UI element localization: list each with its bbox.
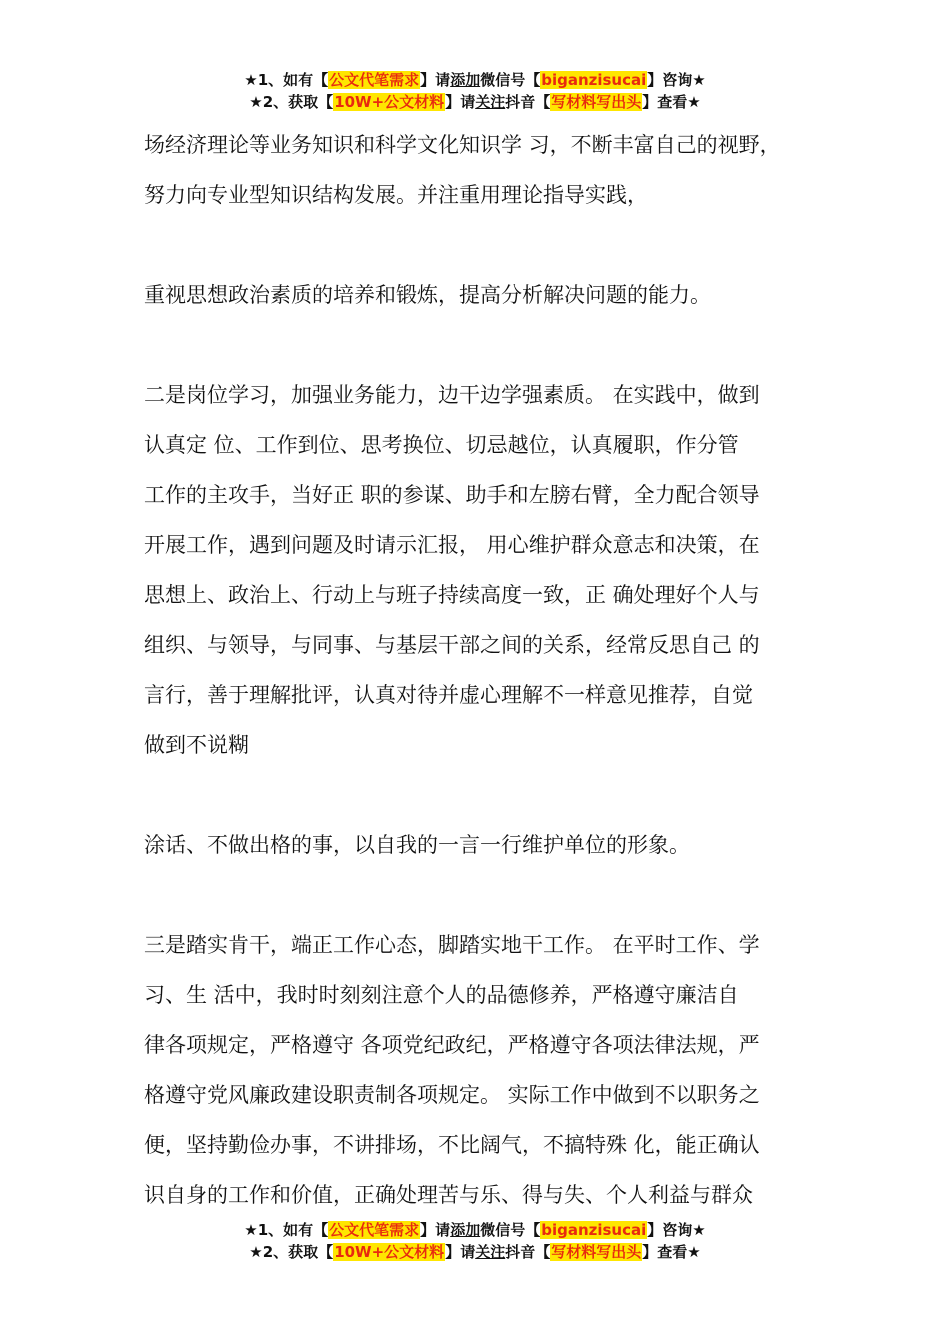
text-line: 二是岗位学习，加强业务能力，边干边学强素质。 在实践中，做到 — [144, 383, 760, 407]
paragraph-gap — [144, 870, 834, 920]
banner-highlight: 公文代笔需求 — [329, 71, 420, 89]
text-line: 律各项规定，严格遵守 各项党纪政纪，严格遵守各项法律法规，严 — [144, 1033, 760, 1057]
paragraph — [144, 270, 834, 320]
banner-highlight: 写材料写出头 — [551, 93, 642, 111]
paragraph-gap — [144, 220, 834, 270]
banner-underlined: 添加 — [450, 71, 481, 89]
banner-text: ★2、获取【 — [249, 93, 334, 111]
banner-text: ★1、如有【 — [244, 1221, 329, 1239]
banner-text: ★1、如有【 — [244, 71, 329, 89]
banner-highlight: 10W+公文材料 — [334, 93, 445, 111]
banner-underlined: 添加 — [450, 1221, 481, 1239]
text-line: 言行，善于理解批评，认真对待并虚心理解不一样意见推荐，自觉 — [144, 683, 753, 707]
text-line: 便，坚持勤俭办事，不讲排场，不比阔气，不搞特殊 化，能正确认 — [144, 1133, 760, 1157]
banner-highlight: 10W+公文材料 — [334, 1243, 445, 1261]
banner-text: 抖音【 — [505, 93, 551, 111]
banner-highlight: biganzisucai — [541, 71, 647, 89]
text-line: 思想上、政治上、行动上与班子持续高度一致，正 确处理好个人与 — [144, 583, 760, 607]
text-line: 格遵守党风廉政建设职责制各项规定。 实际工作中做到不以职务之 — [144, 1083, 760, 1107]
banner-text: 】请 — [445, 1243, 476, 1261]
document-body — [144, 120, 834, 1220]
banner-underlined: 关注 — [475, 93, 506, 111]
paragraph — [144, 820, 834, 870]
text-line: 努力向专业型知识结构发展。并注重用理论指导实践， — [144, 183, 648, 207]
text-line: 习、生 活中，我时时刻刻注意个人的品德修养，严格遵守廉洁自 — [144, 983, 739, 1007]
banner-highlight: 公文代笔需求 — [329, 1221, 420, 1239]
banner-text: 】咨询★ — [647, 71, 706, 89]
paragraph-gap — [144, 770, 834, 820]
text-line: 认真定 位、工作到位、思考换位、切忌越位，认真履职，作分管 — [144, 433, 739, 457]
banner-text: 微信号【 — [480, 1221, 541, 1239]
banner-highlight: biganzisucai — [541, 1221, 647, 1239]
text-line: 做到不说糊 — [144, 733, 249, 757]
banner-text: 】请 — [420, 71, 451, 89]
banner-text: 】查看★ — [642, 93, 701, 111]
banner-underlined: 关注 — [475, 1243, 506, 1261]
paragraph-gap — [144, 320, 834, 370]
banner-text: 】请 — [420, 1221, 451, 1239]
banner-highlight: 写材料写出头 — [551, 1243, 642, 1261]
text-line: 识自身的工作和价值，正确处理苦与乐、得与失、个人利益与群众 — [144, 1183, 753, 1207]
header-banner — [0, 69, 950, 113]
text-line: 三是踏实肯干，端正工作心态，脚踏实地干工作。 在平时工作、学 — [144, 933, 760, 957]
banner-line-2 — [0, 1241, 950, 1263]
text-line: 组织、与领导，与同事、与基层干部之间的关系，经常反思自己 的 — [144, 633, 760, 657]
banner-text: 抖音【 — [505, 1243, 551, 1261]
banner-line-1 — [0, 1219, 950, 1241]
banner-text: 】查看★ — [642, 1243, 701, 1261]
text-line: 工作的主攻手，当好正 职的参谋、助手和左膀右臂，全力配合领导 — [144, 483, 760, 507]
banner-text: 微信号【 — [480, 71, 541, 89]
banner-line-1 — [0, 69, 950, 91]
paragraph — [144, 920, 834, 1220]
text-line: 场经济理论等业务知识和科学文化知识学 习，不断丰富自己的视野， — [144, 133, 781, 157]
text-line: 重视思想政治素质的培养和锻炼，提高分析解决问题的能力。 — [144, 283, 711, 307]
text-line: 开展工作，遇到问题及时请示汇报， 用心维护群众意志和决策，在 — [144, 533, 760, 557]
banner-line-2 — [0, 91, 950, 113]
text-line: 涂话、不做出格的事，以自我的一言一行维护单位的形象。 — [144, 833, 690, 857]
banner-text: 】请 — [445, 93, 476, 111]
footer-banner — [0, 1219, 950, 1263]
banner-text: ★2、获取【 — [249, 1243, 334, 1261]
paragraph — [144, 370, 834, 770]
paragraph — [144, 120, 834, 220]
banner-text: 】咨询★ — [647, 1221, 706, 1239]
